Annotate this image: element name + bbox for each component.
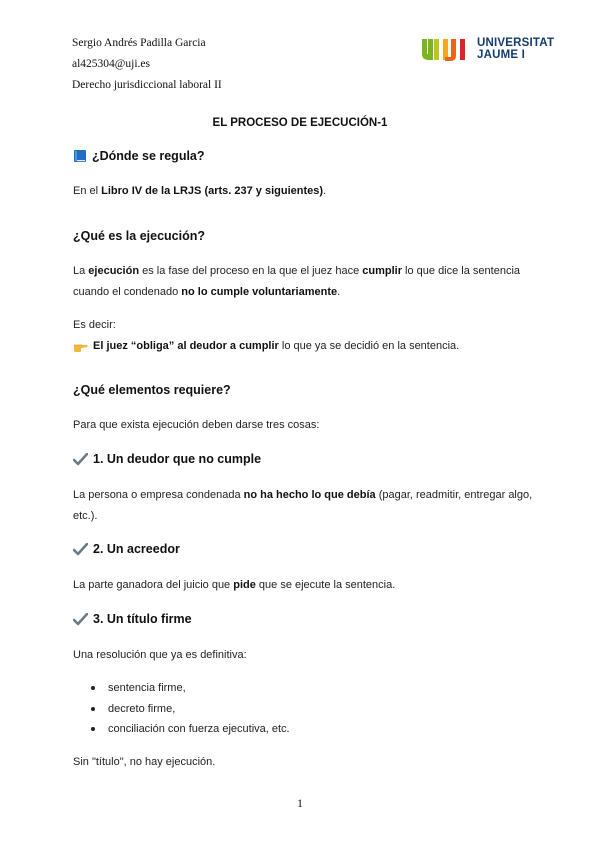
paragraph-obliga: [73, 336, 533, 357]
check-mark-icon: [73, 613, 88, 626]
heading-titulo: [73, 612, 533, 626]
text-span: lo que dice la sentencia cuando el condenado: [73, 265, 521, 298]
logo-line-1: UNIVERSITAT: [477, 37, 555, 49]
heading-elementos: [73, 383, 533, 397]
list-item: [91, 699, 511, 720]
text-span: (pagar, readmitir, entregar algo, etc.).: [73, 489, 533, 522]
page-number: 1: [297, 796, 303, 810]
heading-deudor: [73, 452, 533, 466]
heading-text: ¿Dónde se regula?: [92, 149, 205, 163]
heading-acreedor: [73, 542, 533, 556]
text-span: La parte ganadora del juicio que: [73, 579, 234, 591]
text-span: En el: [73, 185, 102, 197]
list-item-text: conciliación con fuerza ejecutiva, etc.: [108, 723, 290, 735]
author-name: Sergio Andrés Padilla Garcia: [72, 37, 206, 49]
bold-text: El juez “obliga” al deudor a cumplir: [93, 340, 279, 352]
text-span: La: [73, 265, 89, 277]
paragraph-acreedor: [73, 575, 533, 596]
list-item-text: sentencia firme,: [108, 682, 186, 694]
text-span: que se ejecute la sentencia.: [255, 579, 396, 591]
heading-donde-se-regula: [73, 149, 533, 163]
bold-text: ejecución: [88, 265, 140, 277]
logo-line-2: JAUME I: [477, 49, 526, 61]
heading-text: ¿Qué elementos requiere?: [73, 383, 231, 397]
bold-text: cumplir: [362, 265, 402, 277]
heading-text: 2. Un acreedor: [93, 542, 180, 556]
titulo-bullet-list: [91, 678, 511, 740]
text-span: .: [323, 185, 327, 197]
heading-text: 3. Un título firme: [93, 612, 192, 626]
bullet-icon: [91, 686, 95, 690]
paragraph-titulo-intro: Una resolución que ya es definitiva:: [73, 649, 247, 661]
blue-book-icon: [73, 149, 87, 163]
check-mark-icon: [73, 453, 88, 466]
text-span: lo que ya se decidió en la sentencia.: [278, 340, 460, 352]
bold-text: no lo cumple voluntariamente: [181, 286, 338, 298]
paragraph-deudor: [73, 485, 533, 527]
bold-text: pide: [233, 579, 256, 591]
paragraph-es-decir: Es decir:: [73, 319, 116, 331]
paragraph-definicion: [73, 261, 533, 303]
paragraph-elementos-intro: Para que exista ejecución deben darse tres cosas:: [73, 419, 320, 431]
heading-que-es: [73, 229, 533, 243]
text-span: .: [337, 286, 341, 298]
bullet-icon: [91, 707, 95, 711]
heading-text: 1. Un deudor que no cumple: [93, 452, 262, 466]
author-email: al425304@uji.es: [72, 58, 150, 70]
list-item: [91, 678, 511, 699]
check-mark-icon: [73, 543, 88, 556]
university-logo: [421, 36, 554, 62]
document-title: EL PROCESO DE EJECUCIÓN-1: [212, 117, 388, 129]
pointing-hand-icon: [73, 340, 88, 353]
paragraph-titulo-closing: Sin "título", no hay ejecución.: [73, 756, 216, 768]
university-name: [477, 37, 554, 61]
heading-text: ¿Qué es la ejecución?: [73, 229, 205, 243]
bold-text: Libro IV de la LRJS (arts. 237 y siguientes): [101, 185, 324, 197]
list-item: [91, 719, 511, 740]
text-span: es la fase del proceso en la que el juez hace: [139, 265, 363, 277]
list-item-text: decreto firme,: [108, 702, 176, 715]
uji-logo-mark: [421, 36, 471, 62]
bold-text: no ha hecho lo que debía: [243, 489, 376, 501]
document-header: [72, 33, 222, 96]
course-name: Derecho jurisdiccional laboral II: [72, 79, 222, 91]
text-span: La persona o empresa condenada: [73, 489, 244, 501]
paragraph-donde: [73, 181, 533, 202]
bullet-icon: [91, 727, 95, 731]
